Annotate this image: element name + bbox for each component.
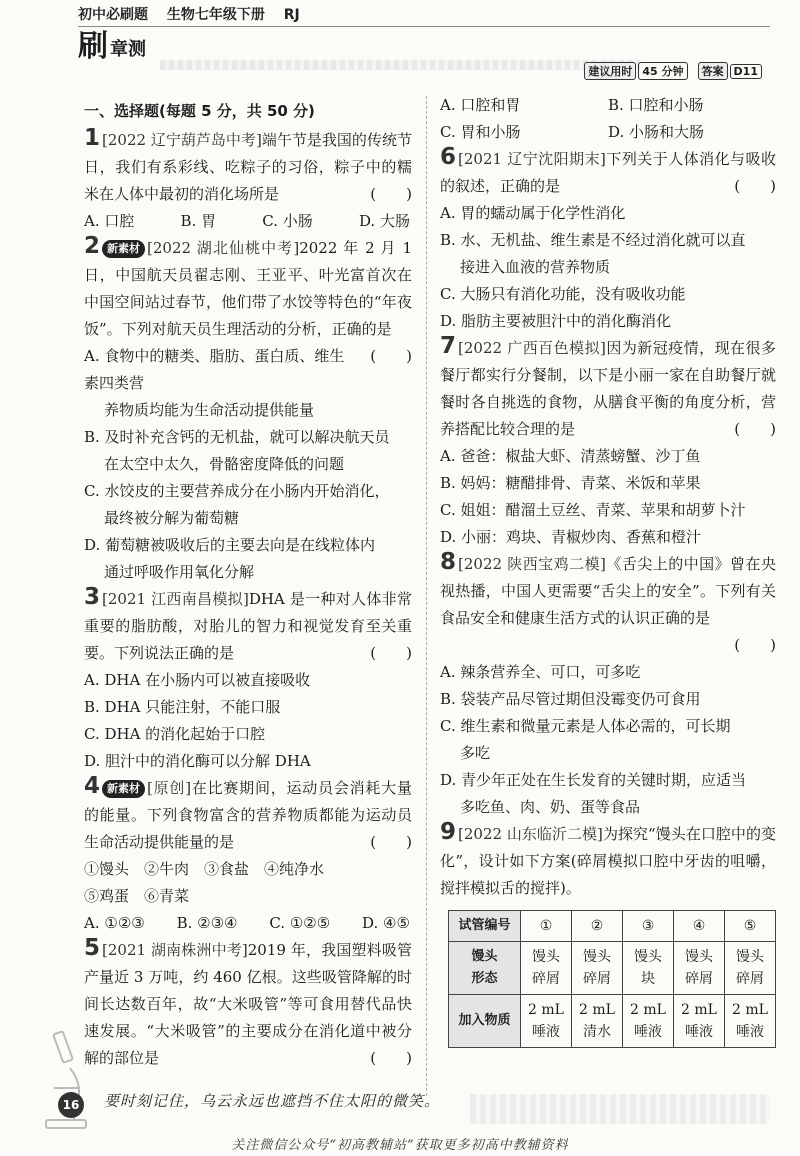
option-c: C. DHA 的消化起始于口腔 <box>84 725 266 743</box>
brand-sub: 章测 <box>110 39 146 60</box>
option-b: B. 水、无机盐、维生素是不经过消化就可以直 <box>440 231 746 249</box>
answer-label: 答案 <box>698 62 728 80</box>
table-row <box>449 995 776 1048</box>
table-cell <box>521 995 572 1048</box>
table-cell <box>674 995 725 1048</box>
option-a: A. 辣条营养全、可口，可多吃 <box>440 663 641 681</box>
question-stem: 在比赛期间，运动员会消耗大量的能量。下列食物富含的营养物质都能为运动员生命活动提供能量的是 <box>84 779 412 851</box>
option-d: D. 小肠和大肠 <box>608 123 705 141</box>
new-material-badge: 新素材 <box>102 240 145 258</box>
option-a: A. 爸爸：椒盐大虾、清蒸螃蟹、沙丁鱼 <box>440 447 701 465</box>
options-row <box>84 208 412 235</box>
question-number: 8 <box>440 549 457 575</box>
table-cell <box>725 942 776 995</box>
option-a: A. 口腔和胃 <box>440 96 521 114</box>
cell-line-2: 碎屑 <box>685 971 713 987</box>
table-cell <box>623 995 674 1048</box>
tube-number: ① <box>521 911 572 942</box>
cell-line-1: 馒头块 <box>634 949 662 987</box>
table-header-added: 加入物质 <box>449 995 521 1048</box>
option-c: C. 胃和小肠 <box>440 123 521 141</box>
table-cell <box>572 942 623 995</box>
new-material-badge: 新素材 <box>102 780 145 798</box>
option-a-cont: 养物质均能为生命活动提供能量 <box>104 401 315 419</box>
question-3 <box>84 586 412 667</box>
microscope-icon <box>36 1028 96 1142</box>
question-source: [2022 湖北仙桃中考] <box>147 239 300 257</box>
header-decor-band <box>160 60 640 70</box>
option-c: C. 小肠 <box>262 212 313 230</box>
question-stem: 2022 年 2 月 1 日，中国航天员翟志刚、王亚平、叶光富首次在中国空间站过春节，他们带了水饺等特色的“年夜饭”。下列对航天员生理活动的分析，正确的是 <box>84 239 412 338</box>
answer-paren: ( ) <box>370 185 412 203</box>
options-row <box>84 910 412 937</box>
question-5 <box>84 937 412 1072</box>
question-6 <box>440 146 776 200</box>
question-source: [2021 湖南株洲中考] <box>102 941 248 959</box>
question-number: 6 <box>440 144 457 170</box>
header-line-2: 形态 <box>471 971 498 986</box>
option-c: C. 维生素和微量元素是人体必需的，可长期 <box>440 717 731 735</box>
table-cell <box>674 942 725 995</box>
tube-number: ③ <box>623 911 674 942</box>
question-7 <box>440 335 776 443</box>
answer-paren: ( ) <box>370 347 412 365</box>
tube-number: ④ <box>674 911 725 942</box>
option-d-cont: 多吃鱼、肉、奶、蛋等食品 <box>460 798 641 816</box>
question-stem: 下列关于人体消化与吸收的叙述，正确的是 <box>440 150 776 195</box>
page-number: 16 <box>58 1092 84 1118</box>
option-b: B. 口腔和小肠 <box>608 96 704 114</box>
header-line-1: 馒头 <box>471 949 498 964</box>
cell-line-1: 2 mL <box>579 1002 615 1018</box>
question-number: 3 <box>84 584 101 610</box>
book-header <box>78 4 314 24</box>
question-source: [2021 江西南昌模拟] <box>102 590 249 608</box>
table-cell <box>623 942 674 995</box>
table-header-form <box>449 942 521 995</box>
question-source: [2021 辽宁沈阳期末] <box>458 150 606 168</box>
tube-number: ② <box>572 911 623 942</box>
question-stem: 因为新冠疫情，现在很多餐厅都实行分餐制，以下是小丽一家在自助餐厅就餐时各自挑选的食物，从膳食平衡的角度分析，营养搭配比较合理的是 <box>440 339 776 438</box>
option-b: B. ②③④ <box>176 914 238 932</box>
experiment-table <box>448 910 776 1048</box>
time-label: 建议用时 <box>584 62 636 80</box>
section-title: 一、选择题(每题 5 分，共 50 分) <box>84 102 315 120</box>
time-value: 45 分钟 <box>638 62 687 80</box>
table-header-tube: 试管编号 <box>449 911 521 942</box>
question-number: 7 <box>440 333 457 359</box>
cell-line-2: 唾液 <box>736 1024 764 1040</box>
question-4 <box>84 775 412 856</box>
footer-notice: 关注微信公众号“初高教辅站”获取更多初高中教辅资料 <box>231 1138 569 1153</box>
right-column <box>440 92 776 1048</box>
cell-line-1: 2 mL <box>681 1002 717 1018</box>
cell-line-2: 碎屑 <box>736 971 764 987</box>
answer-code: D11 <box>730 64 762 79</box>
option-b: B. DHA 只能注射，不能口服 <box>84 698 281 716</box>
answer-paren: ( ) <box>370 644 412 662</box>
option-c: C. 大肠只有消化功能，没有吸收功能 <box>440 285 686 303</box>
table-cell <box>725 995 776 1048</box>
option-b: B. 袋装产品尽管过期但没霉变仍可食用 <box>440 690 701 708</box>
cell-line-1: 馒头 <box>532 949 560 965</box>
header-rule <box>78 26 770 27</box>
cell-line-1: 馒头 <box>685 949 713 965</box>
option-c: C. ①②⑤ <box>269 914 331 932</box>
question-number: 2 <box>84 233 101 259</box>
brand-main: 刷 <box>78 29 108 64</box>
subject-name: 生物七年级下册 <box>166 7 265 23</box>
option-c: C. 水饺皮的主要营养成分在小肠内开始消化， <box>84 482 390 500</box>
question-stem: 为探究“馒头在口腔中的变化”，设计如下方案(碎屑模拟口腔中牙齿的咀嚼，搅拌模拟舌的搅拌)。 <box>440 825 777 897</box>
option-b: B. 妈妈：糖醋排骨、青菜、米饭和苹果 <box>440 474 701 492</box>
answer-paren: ( ) <box>734 420 776 438</box>
question-source: [2022 山东临沂二模] <box>458 825 603 843</box>
option-d: D. 脂肪主要被胆汁中的消化酶消化 <box>440 312 672 330</box>
option-d: D. 胆汁中的消化酶可以分解 DHA <box>84 752 311 770</box>
option-b: B. 及时补充含钙的无机盐，就可以解决航天员 <box>84 428 390 446</box>
question-stem: 端午节是我国的传统节日，我们有系彩线、吃粽子的习俗，粽子中的糯米在人体中最初的消化场所是 <box>84 131 412 203</box>
cell-line-1: 2 mL <box>732 1002 768 1018</box>
question-source: [2022 辽宁葫芦岛中考] <box>102 131 262 149</box>
cell-line-2: 唾液 <box>532 1024 560 1040</box>
option-d-cont: 通过呼吸作用氧化分解 <box>104 563 255 581</box>
answer-paren: ( ) <box>734 636 776 654</box>
option-a: A. ①②③ <box>84 914 145 932</box>
table-cell <box>521 942 572 995</box>
table-row <box>449 942 776 995</box>
option-a: A. 胃的蠕动属于化学性消化 <box>440 204 626 222</box>
question-2 <box>84 233 412 365</box>
option-d: D. 葡萄糖被吸收后的主要去向是在线粒体内 <box>84 536 376 554</box>
cell-line-1: 馒头 <box>583 949 611 965</box>
question-number: 4 <box>84 773 101 799</box>
option-b-cont: 在太空中太久，骨骼密度降低的问题 <box>104 455 345 473</box>
cell-line-2: 碎屑 <box>532 971 560 987</box>
food-items-line-1: ①馒头 ②牛肉 ③食盐 ④纯净水 <box>84 860 325 878</box>
cell-line-2: 唾液 <box>685 1024 713 1040</box>
footer-decor-band <box>470 1094 770 1124</box>
options-row <box>440 92 776 119</box>
motto: 要时刻记住，乌云永远也遮挡不住太阳的微笑。 <box>104 1092 441 1110</box>
brand-title <box>78 30 146 64</box>
question-number: 9 <box>440 819 457 845</box>
question-source: [2022 陕西宝鸡二模] <box>458 555 606 573</box>
question-number: 1 <box>84 125 101 151</box>
time-answer-box <box>584 62 762 80</box>
edition-label: RJ <box>283 7 300 23</box>
option-d: D. 小丽：鸡块、青椒炒肉、香蕉和橙汁 <box>440 528 702 546</box>
left-column <box>84 92 412 1072</box>
question-stem: 2019 年，我国塑料吸管产量近 3 万吨，约 460 亿根。这些吸管降解的时间长达数百年，故“大米吸管”等可食用替代品快速发展。“大米吸管”的主要成分在消化道中被分解的部位是 <box>84 941 412 1067</box>
column-divider <box>426 96 427 1096</box>
table-cell <box>572 995 623 1048</box>
option-d: D. 大肠 <box>358 212 410 230</box>
question-stem: 《舌尖上的中国》曾在央视热播，中国人更需要“舌尖上的安全”。下列有关食品安全和健康生活方式的认识正确的是 <box>440 555 776 627</box>
food-items-line-2: ⑤鸡蛋 ⑥青菜 <box>84 887 190 905</box>
question-source: [2022 广西百色模拟] <box>458 339 606 357</box>
cell-line-1: 馒头 <box>736 949 764 965</box>
option-c-cont: 多吃 <box>460 744 491 762</box>
option-a: A. 食物中的糖类、脂肪、蛋白质、维生素四类营 <box>84 347 345 392</box>
question-9 <box>440 821 776 902</box>
answer-paren: ( ) <box>370 833 412 851</box>
tube-number: ⑤ <box>725 911 776 942</box>
cell-line-2: 碎屑 <box>583 971 611 987</box>
cell-line-2: 唾液 <box>634 1024 662 1040</box>
question-stem: DHA 是一种对人体非常重要的脂肪酸，对胎儿的智力和视觉发育至关重要。下列说法正确的是 <box>84 590 412 662</box>
option-b-cont: 接进入血液的营养物质 <box>460 258 611 276</box>
series-name: 初中必刷题 <box>78 7 148 23</box>
option-a: A. 口腔 <box>84 212 135 230</box>
cell-line-1: 2 mL <box>528 1002 564 1018</box>
option-a: A. DHA 在小肠内可以被直接吸收 <box>84 671 311 689</box>
option-b: B. 胃 <box>180 212 217 230</box>
question-source: [原创] <box>147 779 192 797</box>
cell-line-1: 2 mL <box>630 1002 666 1018</box>
question-8 <box>440 551 776 632</box>
question-1 <box>84 127 412 208</box>
answer-paren-line <box>440 632 776 659</box>
options-row <box>440 119 776 146</box>
table-row <box>449 911 776 942</box>
option-c-cont: 最终被分解为葡萄糖 <box>104 509 240 527</box>
option-c: C. 姐姐：醋溜土豆丝、青菜、苹果和胡萝卜汁 <box>440 501 746 519</box>
answer-paren: ( ) <box>734 177 776 195</box>
question-number: 5 <box>84 935 101 961</box>
cell-line-2: 清水 <box>583 1024 611 1040</box>
answer-paren: ( ) <box>370 1049 412 1067</box>
option-d: D. 青少年正处在生长发育的关键时期，应适当 <box>440 771 747 789</box>
option-d: D. ④⑤ <box>362 914 410 932</box>
